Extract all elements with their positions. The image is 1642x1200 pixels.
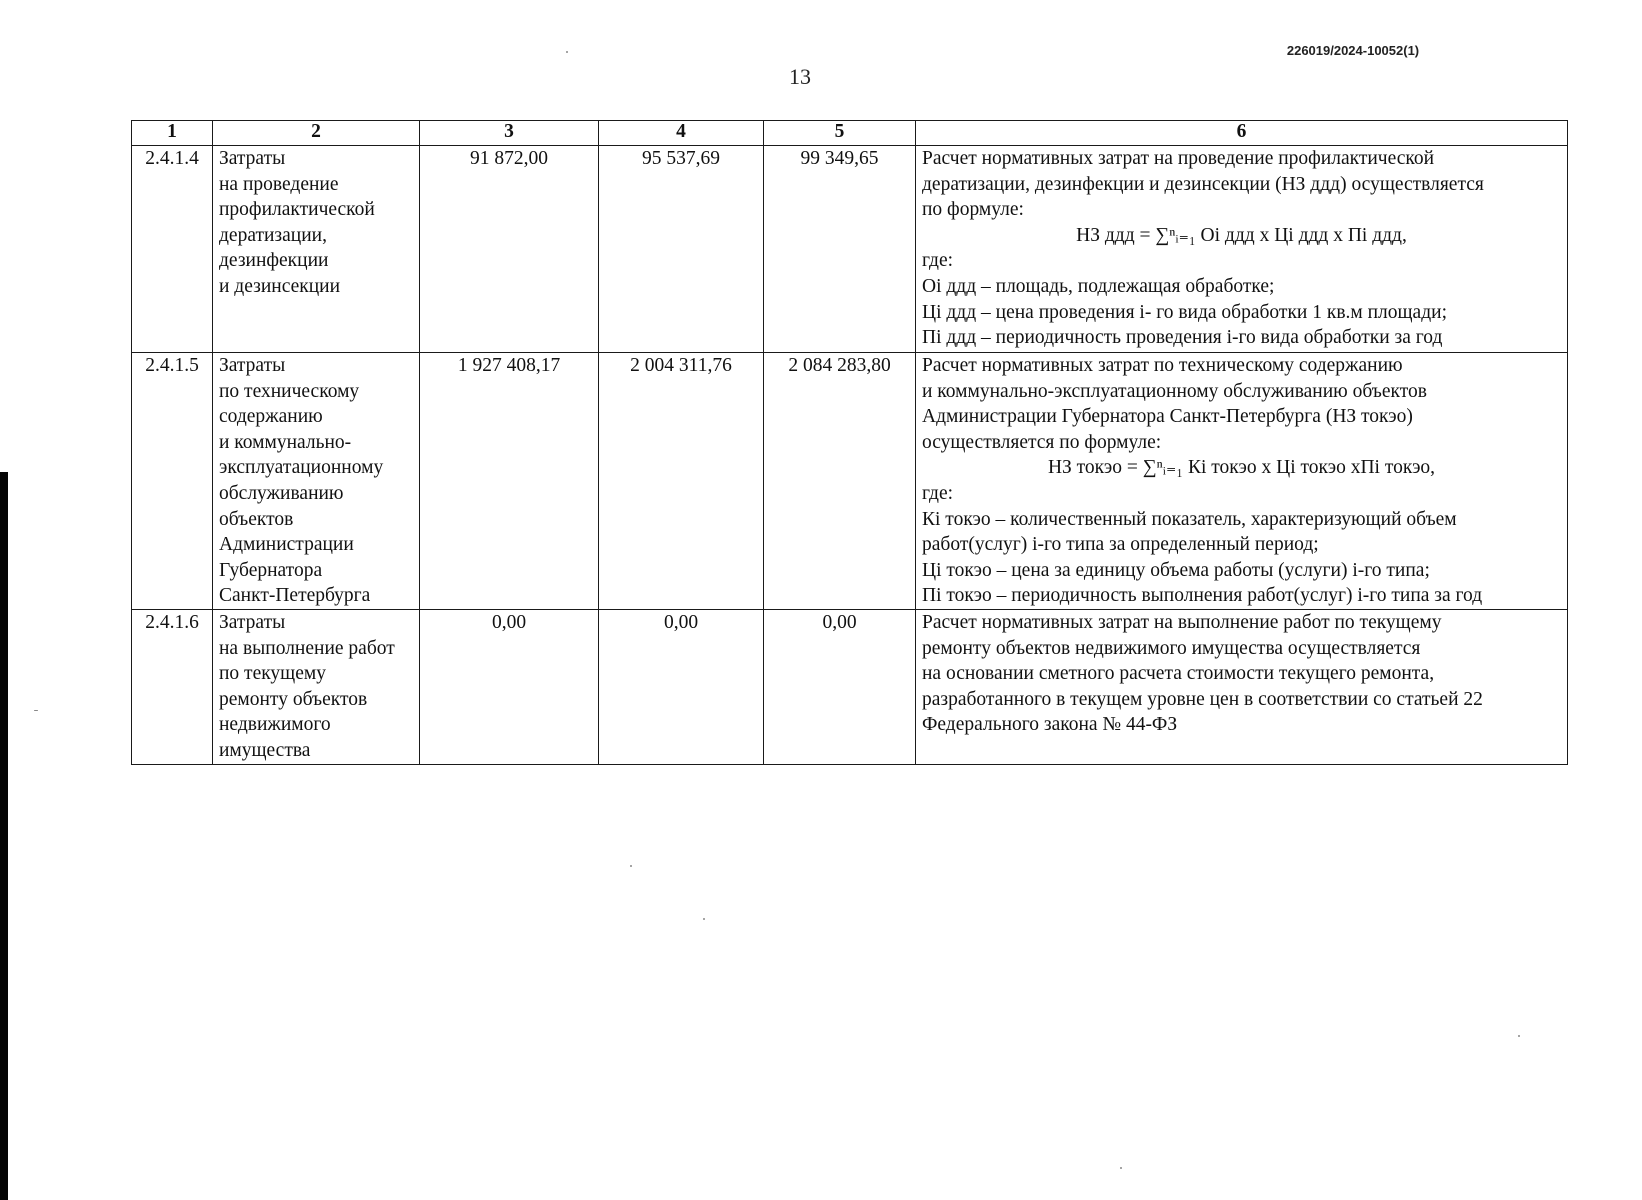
row-name-line: профилактической — [219, 199, 375, 221]
description-line: по формуле: — [922, 199, 1024, 221]
row-name-line: ремонту объектов — [219, 688, 368, 710]
column-header: 5 — [764, 121, 916, 146]
column-number-header-row — [132, 121, 1568, 146]
scan-speck — [630, 865, 632, 867]
row-name — [213, 610, 420, 765]
description-line: Пi ддд – периодичность проведения i-го вида обработки за год — [922, 327, 1443, 349]
row-name-line: имущества — [219, 739, 311, 761]
row-name-line: объектов — [219, 508, 294, 530]
value-col3: 91 872,00 — [420, 146, 599, 353]
formula: НЗ токэо = ∑ⁿᵢ₌₁ Кi токэо x Цi токэо xПi токэо, — [1047, 457, 1436, 479]
row-name-line: содержанию — [219, 406, 323, 428]
row-name-line: дератизации, — [219, 224, 327, 246]
row-name-line: по техническому — [219, 380, 360, 402]
row-name — [213, 353, 420, 610]
description-line: разработанного в текущем уровне цен в соответствии со статьей 22 — [922, 688, 1483, 710]
scan-speck — [1120, 1167, 1122, 1169]
description-line: Расчет нормативных затрат по техническому содержанию — [922, 355, 1403, 376]
description-line: Федерального закона № 44-ФЗ — [922, 714, 1178, 736]
row-name-line: Затраты — [219, 612, 286, 633]
row-name-line: Затраты — [219, 148, 286, 169]
value-col4: 2 004 311,76 — [599, 353, 764, 610]
table-row — [132, 146, 1568, 353]
description-line: Расчет нормативных затрат на выполнение работ по текущему — [922, 612, 1442, 633]
document-id: 226019/2024-10052(1) — [1286, 43, 1420, 58]
value-col5: 2 084 283,80 — [764, 353, 916, 610]
description-line: Цi ддд – цена проведения i- го вида обработки 1 кв.м площади; — [922, 301, 1447, 323]
description-line: Пi токэо – периодичность выполнения работ(услуг) i-го типа за год — [922, 585, 1483, 607]
scan-edge-bar — [0, 472, 8, 1200]
description-line: ремонту объектов недвижимого имущества осуществляется — [922, 637, 1421, 659]
row-name-line: и коммунально- — [219, 431, 352, 453]
description-line: Оi ддд – площадь, подлежащая обработке; — [922, 275, 1275, 297]
value-col3: 1 927 408,17 — [420, 353, 599, 610]
row-code: 2.4.1.4 — [132, 146, 213, 353]
scan-speck — [703, 918, 705, 920]
description-line: Цi токэо – цена за единицу объема работы (услуги) i-го типа; — [922, 559, 1430, 581]
row-name-line: Губернатора — [219, 559, 323, 581]
row-name-line: и дезинсекции — [219, 275, 341, 297]
formula: НЗ ддд = ∑ⁿᵢ₌₁ Оi ддд x Цi ддд x Пi ддд, — [1076, 224, 1407, 246]
description-line: где: — [922, 250, 954, 272]
value-col5: 0,00 — [764, 610, 916, 765]
value-col4: 95 537,69 — [599, 146, 764, 353]
row-name-line: на проведение — [219, 173, 339, 195]
column-header: 2 — [213, 121, 420, 146]
row-name-line: Затраты — [219, 355, 286, 376]
row-description — [916, 610, 1568, 765]
description-line: осуществляется по формуле: — [922, 431, 1162, 453]
row-name-line: недвижимого — [219, 714, 331, 736]
column-header: 4 — [599, 121, 764, 146]
value-col4: 0,00 — [599, 610, 764, 765]
row-description — [916, 146, 1568, 353]
description-line: на основании сметного расчета стоимости текущего ремонта, — [922, 663, 1435, 685]
column-header: 3 — [420, 121, 599, 146]
row-name-line: на выполнение работ — [219, 637, 395, 659]
description-line: Расчет нормативных затрат на проведение профилактической — [922, 148, 1435, 169]
scan-speck — [1518, 1035, 1520, 1037]
column-header: 6 — [916, 121, 1568, 146]
description-line: работ(услуг) i-го типа за определенный период; — [922, 534, 1319, 556]
description-line: Кi токэо – количественный показатель, характеризующий объем — [922, 508, 1457, 530]
table-row — [132, 353, 1568, 610]
table-row — [132, 610, 1568, 765]
row-name-line: обслуживанию — [219, 482, 344, 504]
scan-speck — [34, 710, 38, 711]
row-name — [213, 146, 420, 353]
row-name-line: Санкт-Петербурга — [219, 585, 371, 607]
page-number: 13 — [789, 64, 811, 89]
row-name-line: Администрации — [219, 534, 354, 556]
row-name-line: дезинфекции — [219, 250, 329, 272]
description-line: и коммунально-эксплуатационному обслуживанию объектов — [922, 380, 1427, 402]
value-col3: 0,00 — [420, 610, 599, 765]
column-header: 1 — [132, 121, 213, 146]
row-name-line: по текущему — [219, 663, 326, 685]
row-code: 2.4.1.6 — [132, 610, 213, 765]
description-line: дератизации, дезинфекции и дезинсекции (НЗ ддд) осуществляется — [922, 173, 1484, 195]
cost-table — [131, 120, 1568, 765]
row-code: 2.4.1.5 — [132, 353, 213, 610]
scan-speck — [566, 51, 568, 53]
description-line: Администрации Губернатора Санкт-Петербурга (НЗ токэо) — [922, 406, 1413, 428]
value-col5: 99 349,65 — [764, 146, 916, 353]
row-description — [916, 353, 1568, 610]
description-line: где: — [922, 482, 954, 504]
row-name-line: эксплуатационному — [219, 457, 384, 479]
